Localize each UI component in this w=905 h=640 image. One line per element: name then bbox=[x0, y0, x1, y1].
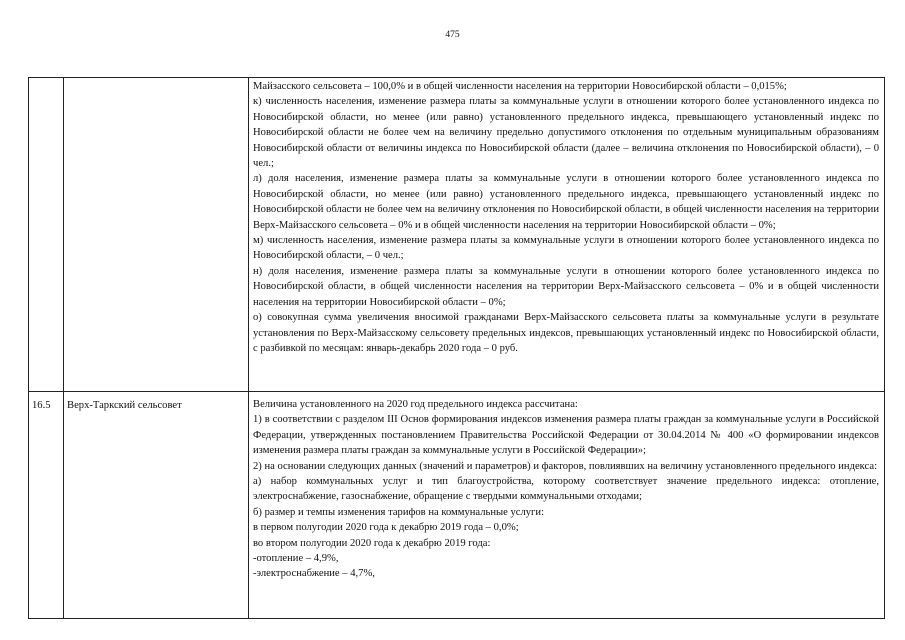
paragraph: 1) в соответствии с разделом III Основ формирования индексов изменения размера платы граждан за коммунальные услуги в Российской Федерации, утвержденных постановлением Правительства Российской Федерации от 30.04.2014 № 400 «О формировании индексов изменения размера платы граждан за коммунальные услуги в Российской Федерации»; bbox=[253, 414, 879, 457]
description-cell bbox=[249, 78, 885, 392]
table-row bbox=[29, 392, 885, 619]
paragraph: Майзасского сельсовета – 100,0% и в общей численности населения на территории Новосибирской области – 0,015%; bbox=[253, 81, 787, 92]
municipality-name-cell bbox=[64, 78, 249, 392]
table-row bbox=[29, 78, 885, 392]
row-number-cell bbox=[29, 78, 64, 392]
paragraph: 2) на основании следующих данных (значений и параметров) и факторов, повлиявших на величину установленного предельного индекса: bbox=[253, 460, 878, 472]
paragraph: н) доля населения, изменение размера платы за коммунальные услуги в отношении которого более установленного индекса по Новосибирской области, в общей численности населения на территории Верх-Майзасского сельсовета – 0% и в общей численности населения на территории Новосибирской области – 0%; bbox=[253, 265, 879, 308]
paragraph: к) численность населения, изменение размера платы за коммунальные услуги в отношении которого более установленного индекса по Новосибирской области, но менее (или равно) установленного предельного индекса, превышающего установленный индекс по Новосибирской области не более чем на величину предельно допустимого отклонения по отдельным муниципальным образованиям Новосибирской области от величины индекса по Новосибирской области (далее – величина отклонения по Новосибирской области), – 0 чел.; bbox=[253, 96, 879, 170]
paragraph: а) набор коммунальных услуг и тип благоустройства, которому соответствует значение предельного индекса: отопление, электроснабжение, газоснабжение, обращение с твердыми коммунальными отходами; bbox=[253, 476, 879, 503]
paragraph: -отопление – 4,9%, bbox=[253, 553, 339, 565]
paragraph: о) совокупная сумма увеличения вносимой гражданами Верх-Майзасского сельсовета платы за коммунальные услуги в результате установления по Верх-Майзасскому сельсовету предельных индексов, превышающих установленный индекс по Новосибирской области, с разбивкой по месяцам: январь-декабрь 2020 года – 0 руб. bbox=[253, 312, 879, 354]
paragraph: Величина установленного на 2020 год предельного индекса рассчитана: bbox=[253, 399, 578, 410]
paragraph: м) численность населения, изменение размера платы за коммунальные услуги в отношении которого более установленного индекса по Новосибирской области, – 0 чел.; bbox=[253, 235, 879, 262]
document-table bbox=[28, 77, 885, 619]
paragraph: л) доля населения, изменение размера платы за коммунальные услуги в отношении которого более установленного индекса по Новосибирской области, но менее (или равно) установленного предельного индекса, превышающего установленный индекс по Новосибирской области не более чем на величину отклонения по Новосибирской области, в общей численности населения на территории Верх-Майзасского сельсовета – 0% и в общей численности населения на территории Новосибирской области – 0%; bbox=[253, 173, 879, 231]
paragraph: -электроснабжение – 4,7%, bbox=[253, 568, 375, 580]
paragraph: во втором полугодии 2020 года к декабрю 2019 года: bbox=[253, 537, 491, 549]
municipality-name-cell: Верх-Таркский сельсовет bbox=[64, 392, 249, 619]
paragraph: б) размер и темпы изменения тарифов на коммунальные услуги: bbox=[253, 506, 545, 518]
page-number: 475 bbox=[445, 30, 460, 40]
row-number-cell: 16.5 bbox=[29, 392, 64, 619]
description-cell bbox=[249, 392, 885, 619]
paragraph: в первом полугодии 2020 года к декабрю 2019 года – 0,0%; bbox=[253, 522, 519, 534]
